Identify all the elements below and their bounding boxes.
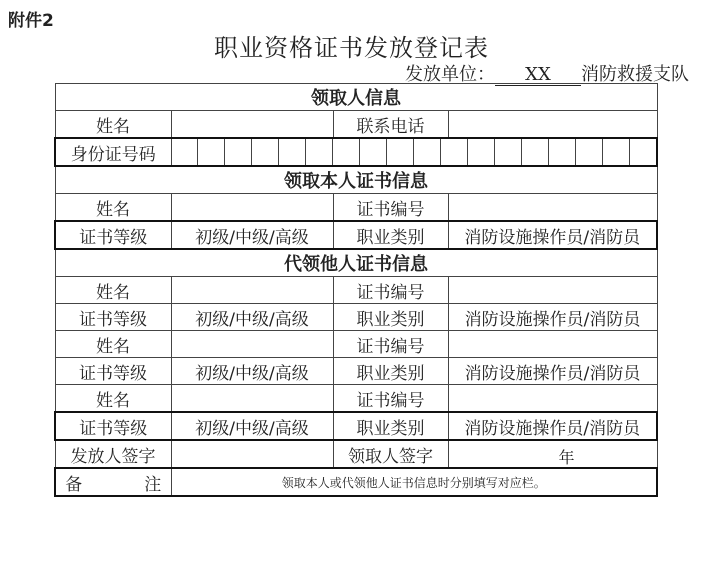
name-label: 姓名 — [55, 277, 171, 304]
id-digit-cell[interactable] — [359, 139, 386, 165]
cert-no-label: 证书编号 — [333, 331, 448, 358]
id-digit-cell[interactable] — [548, 139, 575, 165]
cert-level-options[interactable]: 初级/中级/高级 — [171, 412, 333, 440]
id-digit-cell[interactable] — [602, 139, 629, 165]
id-number-field[interactable] — [171, 138, 657, 166]
issuer-sign-label: 发放人签字 — [55, 440, 171, 468]
issuer-value[interactable]: XX — [495, 65, 581, 86]
id-digit-cell[interactable] — [629, 139, 656, 165]
id-digit-cell[interactable] — [413, 139, 440, 165]
id-digit-cell[interactable] — [172, 139, 198, 165]
job-type-label: 职业类别 — [333, 358, 448, 385]
issuer-suffix: 消防救援支队 — [581, 64, 689, 85]
receiver-sign-label: 领取人签字 — [333, 440, 448, 468]
cert-level-label: 证书等级 — [55, 412, 171, 440]
cert-no-field[interactable] — [448, 194, 657, 222]
cert-level-options[interactable]: 初级/中级/高级 — [171, 304, 333, 331]
remarks-label — [55, 468, 171, 496]
id-digit-cell[interactable] — [467, 139, 494, 165]
job-type-options[interactable]: 消防设施操作员/消防员 — [448, 412, 657, 440]
page-title: 职业资格证书发放登记表 — [214, 34, 489, 62]
registration-table — [54, 83, 658, 497]
date-month — [262, 463, 278, 468]
cert-no-label: 证书编号 — [333, 385, 448, 413]
cert-no-field[interactable] — [448, 331, 657, 358]
cert-level-options[interactable]: 初级/中级/高级 — [171, 358, 333, 385]
remarks-label-b: 注 — [144, 474, 162, 495]
id-digit-cell[interactable] — [521, 139, 548, 165]
job-type-options[interactable]: 消防设施操作员/消防员 — [448, 221, 657, 249]
name-field[interactable] — [171, 111, 333, 139]
date-day — [312, 463, 328, 468]
cert-level-label: 证书等级 — [55, 221, 171, 249]
id-digit-cell[interactable] — [224, 139, 251, 165]
remarks-text: 领取本人或代领他人证书信息时分别填写对应栏。 — [171, 468, 657, 496]
cert-level-label: 证书等级 — [55, 304, 171, 331]
name-field[interactable] — [171, 385, 333, 413]
cert-no-field[interactable] — [448, 385, 657, 413]
issuer-sign-field[interactable] — [171, 440, 333, 468]
id-digit-cell[interactable] — [332, 139, 359, 165]
name-label: 姓名 — [55, 194, 171, 222]
name-label: 姓名 — [55, 111, 171, 139]
name-field[interactable] — [171, 194, 333, 222]
id-digit-cell[interactable] — [440, 139, 467, 165]
issuer-label: 发放单位： — [405, 64, 495, 85]
job-type-label: 职业类别 — [333, 221, 448, 249]
name-label: 姓名 — [55, 331, 171, 358]
date-year: 年 — [558, 448, 575, 467]
date-year — [190, 463, 206, 468]
cert-level-label: 证书等级 — [55, 358, 171, 385]
id-digit-cell[interactable] — [278, 139, 305, 165]
id-digit-cell[interactable] — [386, 139, 413, 165]
id-digit-cell[interactable] — [575, 139, 602, 165]
cert-no-label: 证书编号 — [333, 194, 448, 222]
receiver-sign-field[interactable] — [448, 440, 657, 468]
id-digit-cell[interactable] — [251, 139, 278, 165]
section-recipient: 领取人信息 — [55, 84, 657, 111]
job-type-options[interactable]: 消防设施操作员/消防员 — [448, 358, 657, 385]
id-digit-cell[interactable] — [494, 139, 521, 165]
section-proxy-cert: 代领他人证书信息 — [55, 249, 657, 277]
id-number-cells — [172, 139, 657, 165]
remarks-label-a: 备 — [65, 474, 83, 495]
job-type-options[interactable]: 消防设施操作员/消防员 — [448, 304, 657, 331]
name-field[interactable] — [171, 277, 333, 304]
attachment-label: 附件2 — [8, 11, 54, 31]
job-type-label: 职业类别 — [333, 304, 448, 331]
id-digit-cell[interactable] — [197, 139, 224, 165]
phone-label: 联系电话 — [333, 111, 448, 139]
phone-field[interactable] — [448, 111, 657, 139]
id-digit-cell[interactable] — [305, 139, 332, 165]
job-type-label: 职业类别 — [333, 412, 448, 440]
cert-no-field[interactable] — [448, 277, 657, 304]
name-label: 姓名 — [55, 385, 171, 413]
id-number-label: 身份证号码 — [55, 138, 171, 166]
cert-level-options[interactable]: 初级/中级/高级 — [171, 221, 333, 249]
section-self-cert: 领取本人证书信息 — [55, 166, 657, 194]
name-field[interactable] — [171, 331, 333, 358]
cert-no-label: 证书编号 — [333, 277, 448, 304]
